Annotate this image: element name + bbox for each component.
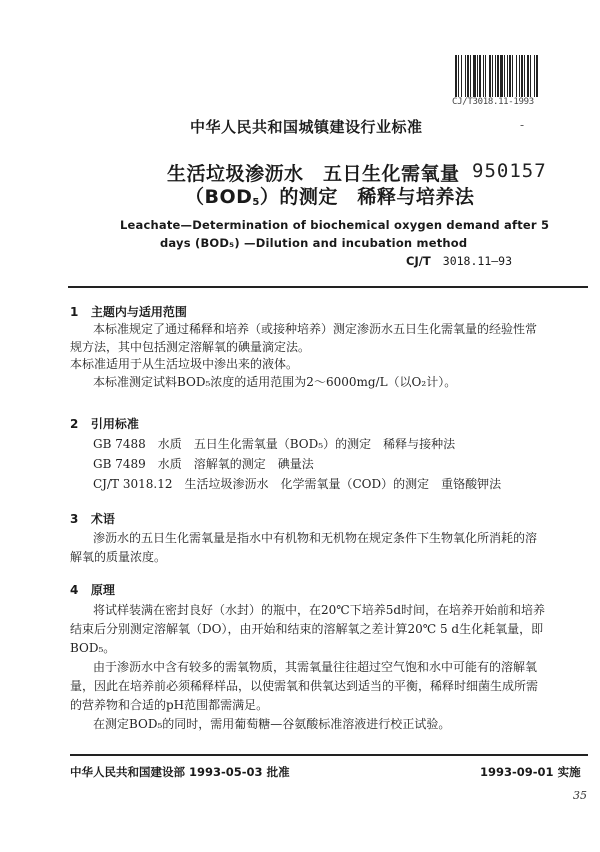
barcode-bar [538,55,539,97]
paragraph: 的营养物和合适的pH范围都需满足。 [70,698,269,712]
paragraph: 在测定BOD₅的同时，需用葡萄糖—谷氨酸标准溶液进行校正试验。 [93,717,451,731]
paragraph: 规方法，其中包括测定溶解氧的碘量滴定法。 [70,340,311,354]
barcode-label: CJ/T3018.11-1993 [452,97,534,107]
approval-info: 中华人民共和国建设部 1993-05-03 批准 [70,765,290,779]
paragraph: 由于渗沥水中含有较多的需氧物质，其需氧量往往超过空气饱和水中可能有的溶解氧 [93,660,538,674]
standard-category: 中华人民共和国城镇建设行业标准 [190,118,423,136]
section-number: 3 [70,512,79,526]
standard-code-number: 3018.11—93 [442,254,513,268]
reference-item: CJ/T 3018.12 生活垃圾渗沥水 化学需氧量（COD）的测定 重铬酸钾法 [93,477,502,491]
paragraph: 结束后分别测定溶解氧（DO），由开始和结束的溶解氧之差计算20℃ 5 d生化耗氧量，即 [70,622,544,636]
title-cn-line2-prefix: （BOD [185,186,253,208]
paragraph: 量，因此在培养前必须稀释样品，以使需氧和供氧达到适当的平衡，稀释时细菌生成所需 [70,679,539,693]
section-title: 术语 [90,512,115,526]
header-divider [68,286,588,288]
margin-mark: - [520,118,525,132]
standard-code-prefix: CJ/T [406,254,431,268]
paragraph: 本标准规定了通过稀释和培养（或接种培养）测定渗沥水五日生化需氧量的经验性常 [93,322,538,336]
page-number: 35 [573,789,587,802]
title-cn-line2-suffix: ）的测定 稀释与培养法 [259,186,475,208]
doc-number: 950157 [472,160,547,182]
section-number: 4 [70,583,79,597]
standard-code [406,254,512,268]
paragraph: 本标准适用于从生活垃圾中渗出来的液体。 [70,357,299,371]
paragraph: 本标准测定试料BOD₅浓度的适用范围为2～6000mg/L（以O₂计）。 [93,375,457,389]
reference-item: GB 7489 水质 溶解氧的测定 碘量法 [93,457,314,471]
title-cn-line1: 生活垃圾渗沥水 五日生化需氧量 [167,163,460,185]
section-title: 主题内与适用范围 [90,305,187,319]
title-en-line1: Leachate—Determination of biochemical oxygen demand after 5 [120,218,550,232]
footer-divider [70,754,588,756]
title-cn-line2 [185,182,474,209]
paragraph: 渗沥水的五日生化需氧量是指水中有机物和无机物在规定条件下生物氧化所消耗的溶 [93,531,538,545]
reference-item: GB 7488 水质 五日生化需氧量（BOD₅）的测定 稀释与接种法 [93,437,456,451]
section-number: 2 [70,417,79,431]
title-en-line2: days (BOD₅) —Dilution and incubation method [160,236,468,250]
barcode [455,55,591,97]
section-title: 原理 [90,583,115,597]
section-number: 1 [70,305,79,319]
paragraph: BOD₅。 [70,641,116,655]
section-3-heading [70,510,115,527]
section-1-heading [70,303,187,320]
paragraph: 将试样装满在密封良好（水封）的瓶中，在20℃下培养5d时间，在培养开始前和培养 [93,603,546,617]
section-2-heading [70,415,139,432]
section-4-heading [70,581,115,598]
section-title: 引用标准 [90,417,139,431]
title-cn-line2-sub: 5 [252,197,260,208]
implementation-info: 1993-09-01 实施 [480,765,581,779]
paragraph: 解氧的质量浓度。 [70,550,167,564]
